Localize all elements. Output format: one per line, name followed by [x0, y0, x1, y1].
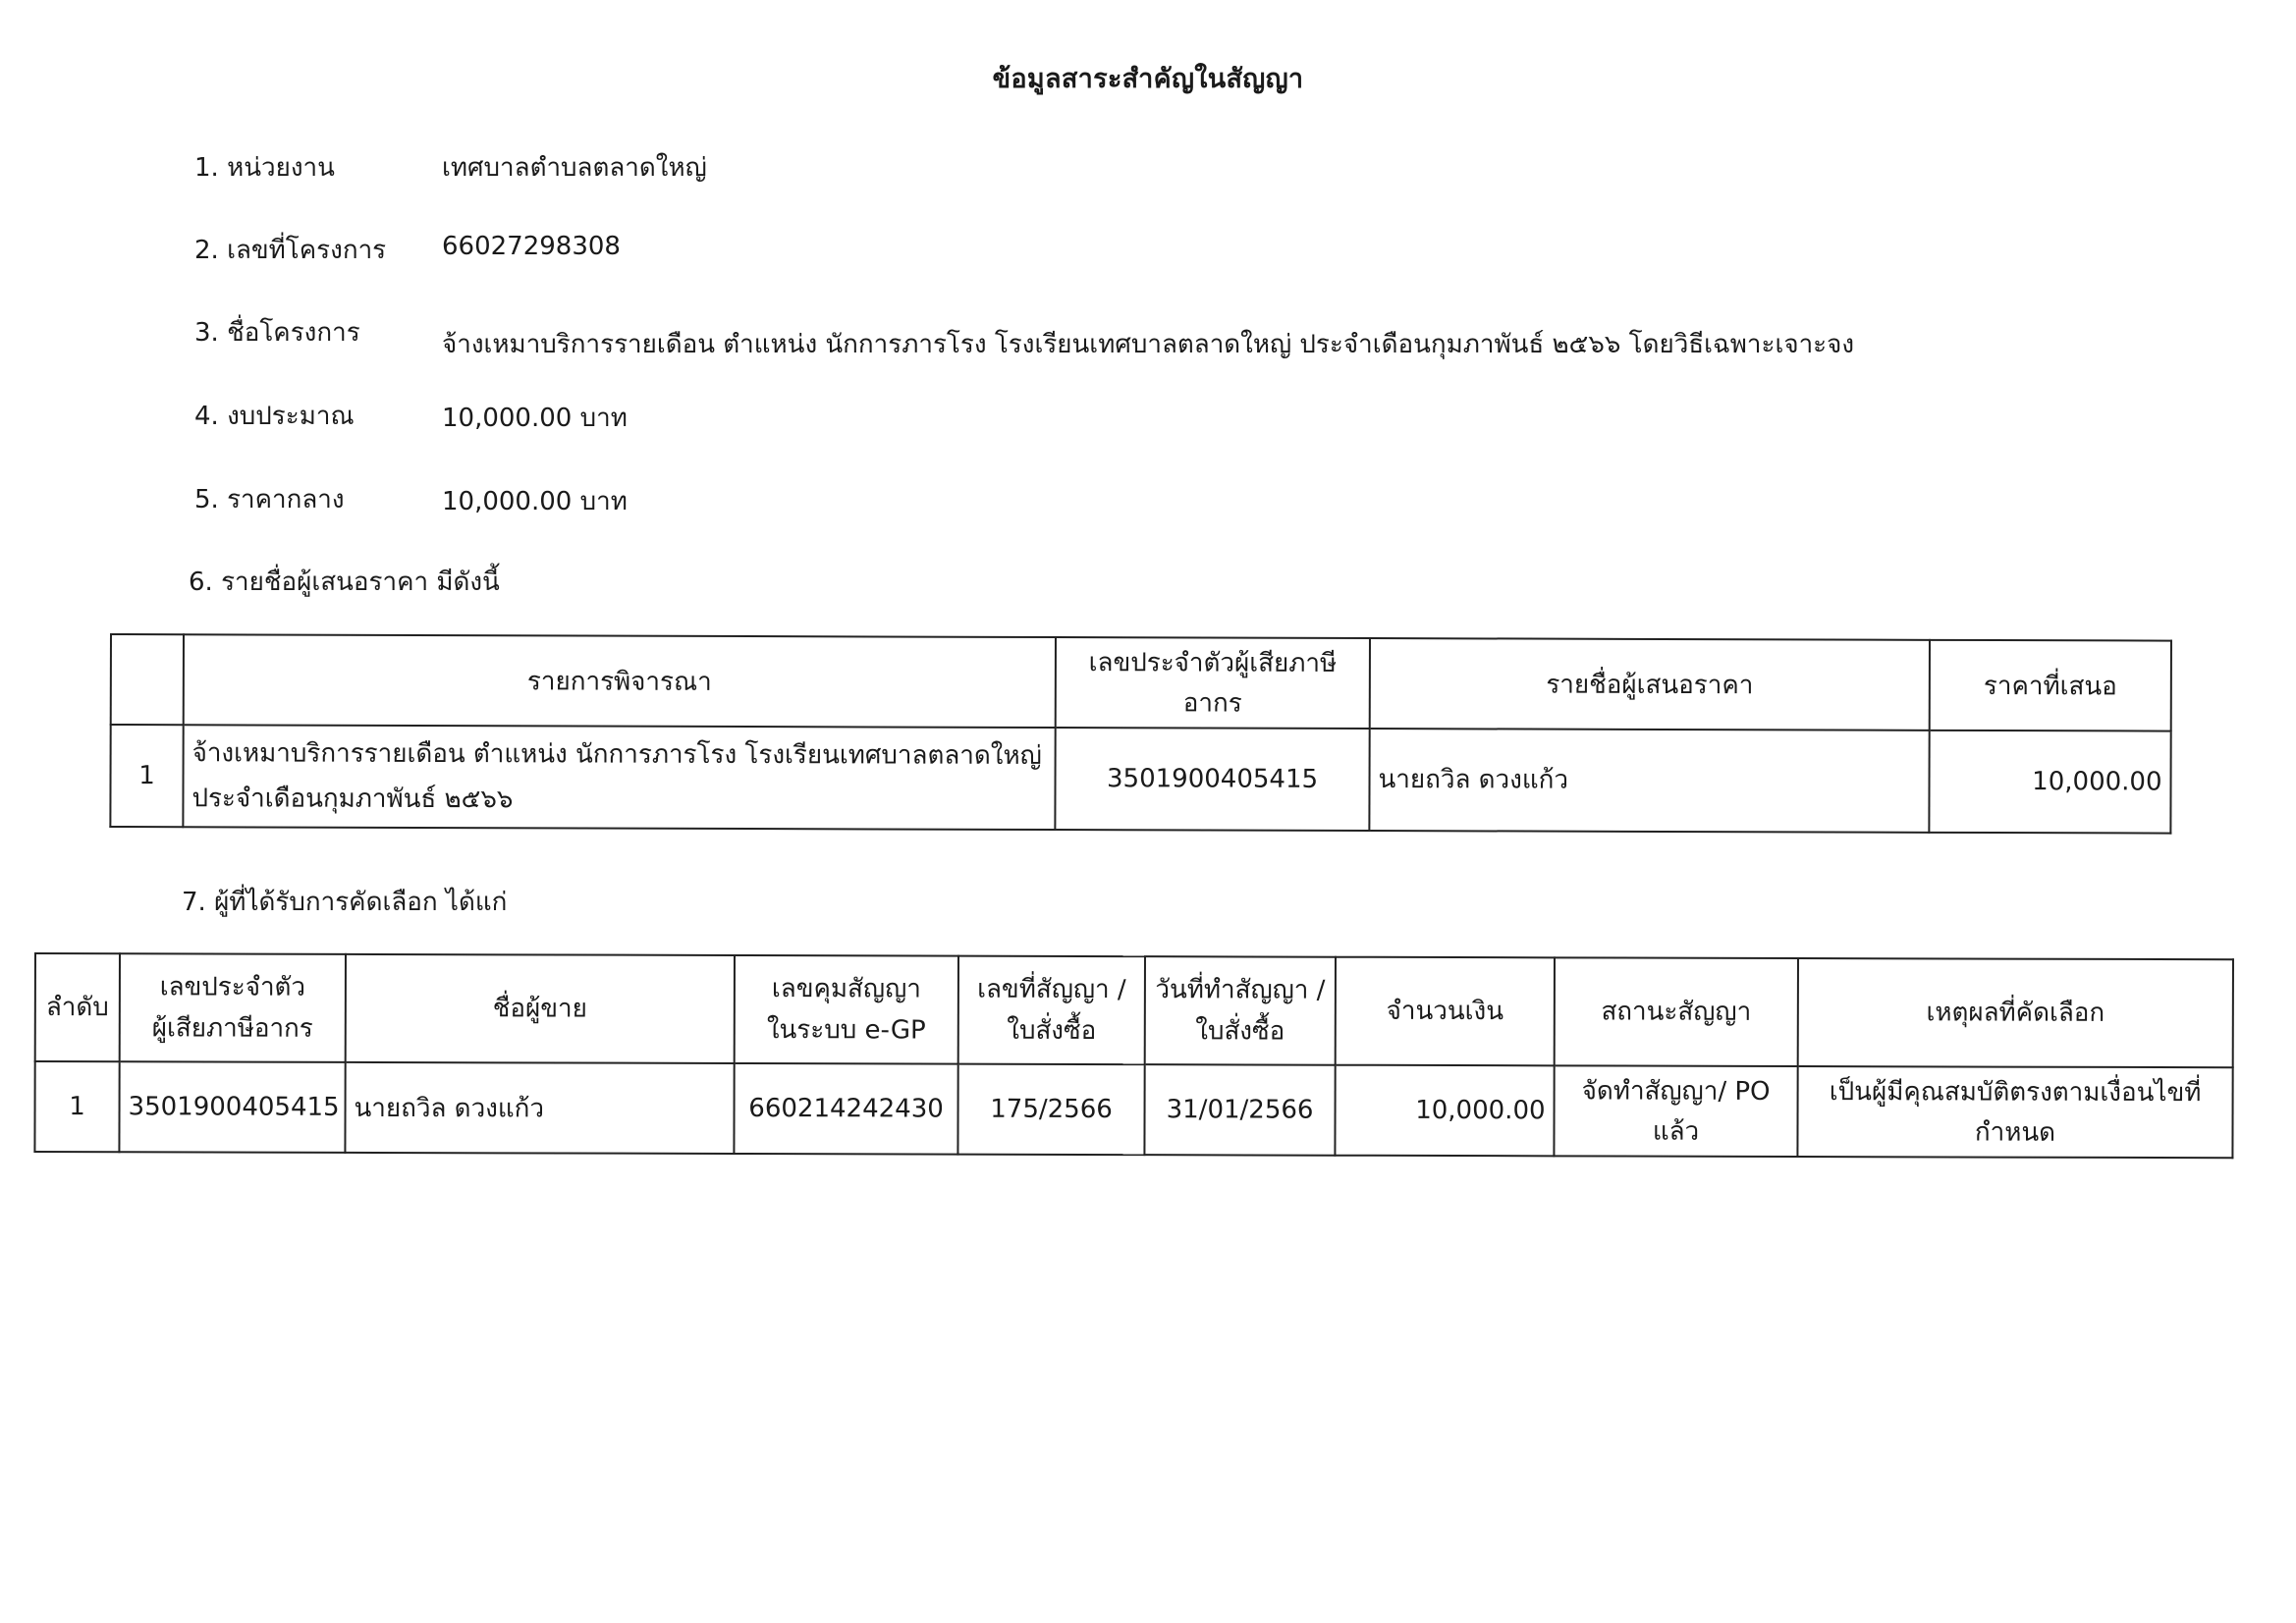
winner-row-contract-date: 31/01/2566 — [1144, 1064, 1335, 1156]
offer-row-price: 10,000.00 — [1929, 730, 2170, 834]
winner-header-seq: ลำดับ — [35, 953, 120, 1061]
offers-header-item: รายการพิจารณา — [184, 634, 1056, 728]
field-value-agency: เทศบาลตำบลตลาดใหญ่ — [442, 153, 707, 183]
offers-table — [109, 633, 2172, 835]
winner-row-egp-no: 660214242430 — [734, 1063, 957, 1155]
winner-row-reason: เป็นผู้มีคุณสมบัติตรงตามเงื่อนไขที่กำหนด — [1797, 1066, 2232, 1158]
offer-row-no: 1 — [110, 725, 183, 827]
winner-row-status: จัดทำสัญญา/ PO แล้ว — [1554, 1065, 1797, 1157]
field-label-median-price: 5. ราคากลาง — [194, 485, 345, 514]
winner-header-contract-date — [1145, 956, 1336, 1065]
offers-header-row — [111, 634, 2171, 731]
table-row — [110, 725, 2170, 834]
winner-header-tax-id — [120, 953, 346, 1062]
winner-row-seller: นายถวิล ดวงแก้ว — [345, 1062, 734, 1154]
table-row — [34, 1061, 2232, 1158]
winner-header-egp-line2: ในระบบ e-GP — [766, 1015, 926, 1046]
winner-header-status: สถานะสัญญา — [1555, 957, 1798, 1066]
offer-row-tax-id: 3501900405415 — [1055, 728, 1369, 831]
winner-row-seq: 1 — [34, 1061, 119, 1152]
offers-header-tax-id: เลขประจำตัวผู้เสียภาษีอากร — [1056, 637, 1370, 729]
winner-row-contract-no: 175/2566 — [957, 1064, 1144, 1156]
offer-row-bidder: นายถวิล ดวงแก้ว — [1369, 729, 1929, 833]
winner-header-contract-date-line1: วันที่ทำสัญญา / — [1155, 975, 1326, 1005]
winner-header-contract-no-line2: ใบสั่งซื้อ — [1007, 1015, 1097, 1047]
offers-header-price: ราคาที่เสนอ — [1930, 640, 2171, 731]
offers-header-bidder: รายชื่อผู้เสนอราคา — [1370, 638, 1930, 730]
winner-header-tax-id-line2: ผู้เสียภาษีอากร — [151, 1013, 313, 1044]
offer-row-item-line1: จ้างเหมาบริการรายเดือน ตำแหน่ง นักการภารโรง โรงเรียนเทศบาลตลาดใหญ่ — [191, 738, 1042, 771]
winner-header-seller: ชื่อผู้ขาย — [346, 954, 735, 1063]
winner-header-egp — [735, 955, 958, 1064]
field-label-project-name: 3. ชื่อโครงการ — [194, 318, 360, 348]
winner-header-contract-no — [958, 956, 1145, 1065]
offers-section-label: 6. รายชื่อผู้เสนอราคา มีดังนี้ — [189, 568, 500, 597]
winner-header-amount: จำนวนเงิน — [1336, 957, 1555, 1066]
field-label-agency: 1. หน่วยงาน — [194, 153, 335, 183]
field-value-project-name: จ้างเหมาบริการรายเดือน ตำแหน่ง นักการภารโรง โรงเรียนเทศบาลตลาดใหญ่ ประจำเดือนกุมภาพันธ์ ๒๕๖๖ โดยวิธีเฉพาะเจาะจง — [442, 330, 1855, 359]
offer-row-item — [183, 725, 1055, 830]
field-label-budget: 4. งบประมาณ — [194, 402, 355, 431]
field-label-project-no: 2. เลขที่โครงการ — [194, 236, 387, 265]
winner-header-reason: เหตุผลที่คัดเลือก — [1798, 958, 2233, 1067]
winner-header-contract-date-line2: ใบสั่งซื้อ — [1195, 1016, 1285, 1047]
winner-table — [33, 952, 2234, 1159]
document-title: ข้อมูลสาระสำคัญในสัญญา — [992, 64, 1304, 94]
offers-header-blank — [111, 634, 184, 725]
winner-row-amount: 10,000.00 — [1335, 1065, 1554, 1157]
field-value-median-price: 10,000.00 บาท — [442, 487, 628, 516]
winner-header-row — [35, 953, 2233, 1067]
field-value-project-no: 66027298308 — [442, 232, 621, 261]
field-value-budget: 10,000.00 บาท — [442, 404, 628, 433]
winner-header-contract-no-line1: เลขที่สัญญา / — [977, 974, 1126, 1005]
winner-section-label: 7. ผู้ที่ได้รับการคัดเลือก ได้แก่ — [182, 888, 508, 917]
offer-row-item-line2: ประจำเดือนกุมภาพันธ์ ๒๕๖๖ — [191, 784, 514, 815]
winner-header-egp-line1: เลขคุมสัญญา — [771, 974, 921, 1004]
winner-row-tax-id: 3501900405415 — [119, 1061, 345, 1153]
winner-header-tax-id-line1: เลขประจำตัว — [159, 972, 306, 1002]
